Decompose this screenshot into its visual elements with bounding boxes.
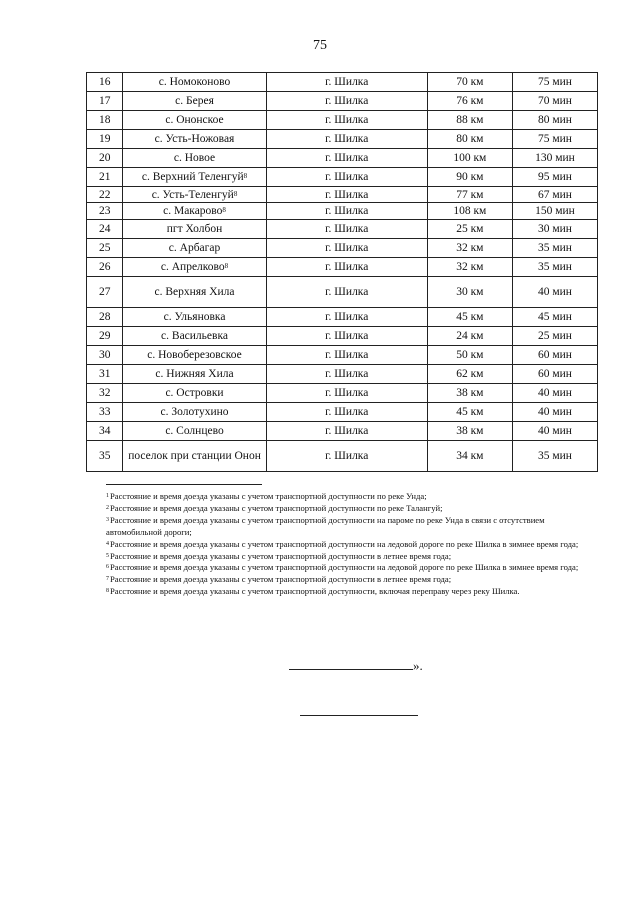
- distance: 100 км: [427, 149, 512, 168]
- settlement-name: с. Нижняя Хила: [123, 365, 266, 384]
- travel-time: 25 мин: [512, 327, 597, 346]
- row-number: 28: [87, 308, 123, 327]
- distance: 30 км: [427, 277, 512, 308]
- row-number: 29: [87, 327, 123, 346]
- travel-time: 75 мин: [512, 73, 597, 92]
- footnote: [106, 539, 602, 551]
- settlement-name: с. Макарово$^8$: [123, 203, 266, 220]
- destination-city: г. Шилка: [266, 308, 427, 327]
- distance: 77 км: [427, 187, 512, 203]
- row-number: 26: [87, 258, 123, 277]
- travel-time: 60 мин: [512, 346, 597, 365]
- footnote-reference: 8: [224, 262, 229, 270]
- distance: 62 км: [427, 365, 512, 384]
- settlement-name: с. Островки: [123, 384, 266, 403]
- table-row: [87, 422, 598, 441]
- distance: 38 км: [427, 384, 512, 403]
- settlement-name: с. Новое: [123, 149, 266, 168]
- page-number: 75: [313, 38, 327, 53]
- footnote-mark: 6: [106, 564, 109, 571]
- settlement-name: с. Номоконово: [123, 73, 266, 92]
- settlement-name: с. Ульяновка: [123, 308, 266, 327]
- footnote-text: Расстояние и время доезда указаны с учетом транспортной доступности по реке Унда;: [110, 491, 427, 501]
- destination-city: г. Шилка: [266, 187, 427, 203]
- distance: 50 км: [427, 346, 512, 365]
- row-number: 27: [87, 277, 123, 308]
- settlement-name: поселок при станции Онон: [123, 441, 266, 472]
- distance: 45 км: [427, 308, 512, 327]
- travel-time: 40 мин: [512, 403, 597, 422]
- destination-city: г. Шилка: [266, 203, 427, 220]
- footnote-text: Расстояние и время доезда указаны с учетом транспортной доступности в летнее время года;: [110, 574, 452, 585]
- destination-city: г. Шилка: [266, 327, 427, 346]
- distance: 45 км: [427, 403, 512, 422]
- destination-city: г. Шилка: [266, 441, 427, 472]
- row-number: 21: [87, 168, 123, 187]
- table-body: [87, 73, 598, 472]
- settlement-name: с. Верхний Теленгуй$^8$: [123, 168, 266, 187]
- table-row: [87, 239, 598, 258]
- travel-time: 35 мин: [512, 258, 597, 277]
- travel-time: 60 мин: [512, 365, 597, 384]
- settlement-name: с. Васильевка: [123, 327, 266, 346]
- table-row: [87, 111, 598, 130]
- row-number: 20: [87, 149, 123, 168]
- destination-city: г. Шилка: [266, 422, 427, 441]
- distance: 32 км: [427, 258, 512, 277]
- destination-city: г. Шилка: [266, 73, 427, 92]
- destination-city: г. Шилка: [266, 384, 427, 403]
- distance: 108 км: [427, 203, 512, 220]
- travel-time: 40 мин: [512, 422, 597, 441]
- row-number: 32: [87, 384, 123, 403]
- table-row: [87, 327, 598, 346]
- travel-time: 40 мин: [512, 384, 597, 403]
- table-row: [87, 220, 598, 239]
- row-number: 35: [87, 441, 123, 472]
- footnote-mark: 4: [106, 540, 109, 547]
- travel-time: 67 мин: [512, 187, 597, 203]
- destination-city: г. Шилка: [266, 277, 427, 308]
- row-number: 33: [87, 403, 123, 422]
- destination-city: г. Шилка: [266, 92, 427, 111]
- footnote-mark: 1: [106, 493, 109, 499]
- travel-time: 130 мин: [512, 149, 597, 168]
- footnote-mark: 8: [106, 588, 109, 595]
- row-number: 25: [87, 239, 123, 258]
- table-row: [87, 365, 598, 384]
- distance: 34 км: [427, 441, 512, 472]
- travel-time: 40 мин: [512, 277, 597, 308]
- footnote-text: Расстояние и время доезда указаны с учетом транспортной доступности в летнее время года;: [110, 550, 452, 561]
- footnote: [106, 574, 602, 586]
- footnote: [106, 515, 602, 539]
- travel-time: 95 мин: [512, 168, 597, 187]
- settlement-name: с. Новоберезовское: [123, 346, 266, 365]
- footnotes: [106, 491, 602, 598]
- destination-city: г. Шилка: [266, 220, 427, 239]
- row-number: 19: [87, 130, 123, 149]
- row-number: 24: [87, 220, 123, 239]
- footnote-mark: 7: [106, 576, 109, 583]
- table-row: [87, 149, 598, 168]
- table-row: [87, 441, 598, 472]
- closing-signature-line: [289, 657, 423, 674]
- table-row: [87, 384, 598, 403]
- row-number: 31: [87, 365, 123, 384]
- destination-city: г. Шилка: [266, 130, 427, 149]
- distance: 38 км: [427, 422, 512, 441]
- table-row: [87, 403, 598, 422]
- distance: 88 км: [427, 111, 512, 130]
- footnote-mark: 5: [106, 552, 109, 559]
- footnote-text: Расстояние и время доезда указаны с учетом транспортной доступности на ледовой дороге по реке Шилка в зимнее время года;: [110, 562, 579, 573]
- footnote-text: Расстояние и время доезда указаны с учетом транспортной доступности, включая переправу через реку Шилка.: [110, 586, 520, 597]
- table-row: [87, 92, 598, 111]
- travel-time: 75 мин: [512, 130, 597, 149]
- travel-time: 30 мин: [512, 220, 597, 239]
- footnote-reference: 8: [222, 206, 226, 214]
- footnote-text: Расстояние и время доезда указаны с учетом транспортной доступности на пароме по реке Унда в связи с отсутствием автомобильной дороги;: [106, 514, 545, 537]
- distance: 25 км: [427, 220, 512, 239]
- settlement-name: с. Арбагар: [123, 239, 266, 258]
- destination-city: г. Шилка: [266, 149, 427, 168]
- table-row: [87, 308, 598, 327]
- row-number: 22: [87, 187, 123, 203]
- row-number: 34: [87, 422, 123, 441]
- settlement-name: с. Апрелково$^8$: [123, 258, 266, 277]
- settlement-name: с. Верхняя Хила: [123, 277, 266, 308]
- footnote-mark: 3: [106, 516, 109, 523]
- table-row: [87, 73, 598, 92]
- settlements-table: [86, 72, 598, 472]
- settlement-name: с. Усть-Теленгуй$^8$: [123, 187, 266, 203]
- distance: 24 км: [427, 327, 512, 346]
- table-row: [87, 346, 598, 365]
- settlement-name: пгт Холбон: [123, 220, 266, 239]
- footnote: [106, 562, 602, 574]
- travel-time: 45 мин: [512, 308, 597, 327]
- row-number: 30: [87, 346, 123, 365]
- distance: 76 км: [427, 92, 512, 111]
- blank-line: [289, 657, 413, 670]
- settlement-name: с. Золотухино: [123, 403, 266, 422]
- settlement-name: с. Ононское: [123, 111, 266, 130]
- travel-time: 70 мин: [512, 92, 597, 111]
- closing-quote: ».: [413, 658, 423, 673]
- destination-city: г. Шилка: [266, 239, 427, 258]
- table-row: [87, 258, 598, 277]
- row-number: 17: [87, 92, 123, 111]
- footnote: [106, 551, 602, 563]
- travel-time: 35 мин: [512, 239, 597, 258]
- table-row: [87, 203, 598, 220]
- settlement-name: с. Усть-Ножовая: [123, 130, 266, 149]
- settlement-name: с. Берея: [123, 92, 266, 111]
- distance: 90 км: [427, 168, 512, 187]
- destination-city: г. Шилка: [266, 258, 427, 277]
- footnote-text: Расстояние и время доезда указаны с учетом транспортной доступности на ледовой дороге по реке Шилка в зимнее время года;: [110, 538, 579, 549]
- travel-time: 80 мин: [512, 111, 597, 130]
- footnote: [106, 586, 602, 598]
- distance: 80 км: [427, 130, 512, 149]
- travel-time: 150 мин: [512, 203, 597, 220]
- destination-city: г. Шилка: [266, 346, 427, 365]
- row-number: 23: [87, 203, 123, 220]
- destination-city: г. Шилка: [266, 168, 427, 187]
- table-row: [87, 168, 598, 187]
- distance: 70 км: [427, 73, 512, 92]
- table-row: [87, 187, 598, 203]
- table-row: [87, 130, 598, 149]
- footnote-mark: 2: [106, 504, 109, 511]
- end-separator-line: [300, 715, 418, 716]
- distance: 32 км: [427, 239, 512, 258]
- footnote-separator: [106, 484, 262, 485]
- footnote-reference: 8: [243, 172, 248, 180]
- table-row: [87, 277, 598, 308]
- destination-city: г. Шилка: [266, 111, 427, 130]
- settlement-name: с. Солнцево: [123, 422, 266, 441]
- footnote-text: Расстояние и время доезда указаны с учетом транспортной доступности по реке Талангуй;: [110, 502, 443, 513]
- destination-city: г. Шилка: [266, 365, 427, 384]
- footnote-reference: 8: [233, 189, 238, 198]
- footnote: [106, 503, 602, 515]
- row-number: 18: [87, 111, 123, 130]
- destination-city: г. Шилка: [266, 403, 427, 422]
- footnote: [106, 491, 602, 503]
- row-number: 16: [87, 73, 123, 92]
- travel-time: 35 мин: [512, 441, 597, 472]
